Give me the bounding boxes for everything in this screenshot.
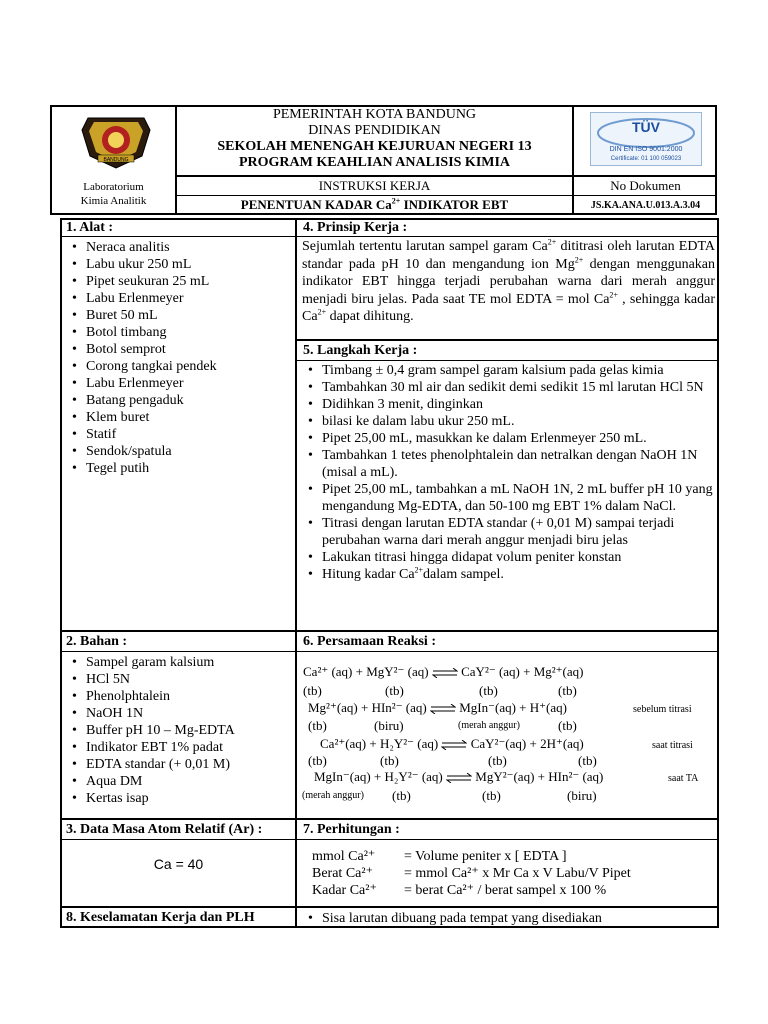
list-item: • Buret 50 mL xyxy=(66,307,294,324)
rule-right-reaksi xyxy=(296,651,719,652)
rule-left-masa xyxy=(60,839,296,840)
list-item: • Tambahkan 1 tetes phenolphtalein dan netralkan dengan NaOH 1N (misal a mL). xyxy=(302,447,714,481)
reaction-2-note: sebelum titrasi xyxy=(633,704,692,715)
lab-label xyxy=(52,180,175,208)
reaction-3-note: saat titrasi xyxy=(652,740,693,751)
list-item: • Sisa larutan dibuang pada tempat yang disediakan xyxy=(302,910,714,927)
lab-label-line1: Laboratorium xyxy=(83,181,144,193)
list-item: • Timbang ± 0,4 gram sampel garam kalsium pada gelas kimia xyxy=(302,362,714,379)
list-item: • Neraca analitis xyxy=(66,239,294,256)
instruction-label: INSTRUKSI KERJA xyxy=(318,178,431,193)
equilibrium-arrow-icon xyxy=(432,668,458,678)
list-item: • Phenolphtalein xyxy=(66,688,294,705)
list-item: • Corong tangkai pendek xyxy=(66,358,294,375)
rule-right-langkah-top xyxy=(296,339,719,341)
list-item: • HCl 5N xyxy=(66,671,294,688)
header-line-department: DINAS PENDIDIKAN xyxy=(308,123,441,138)
calculation-row xyxy=(312,882,712,899)
calculation-row xyxy=(312,865,712,882)
header-title-block xyxy=(177,107,572,171)
document-title-pre: PENENTUAN KADAR Ca xyxy=(240,197,392,212)
column-divider xyxy=(295,218,297,928)
section-heading-perhitungan: 7. Perhitungan : xyxy=(303,822,400,837)
school-logo xyxy=(76,112,156,172)
calculation-expression: = berat Ca²⁺ / berat sampel x 100 % xyxy=(404,883,607,898)
keselamatan-list xyxy=(302,910,714,927)
section-heading-keselamatan: 8. Keselamatan Kerja dan PLH xyxy=(66,910,255,925)
list-item: • Tegel putih xyxy=(66,460,294,477)
reaction-2: Mg²⁺(aq) + HIn²⁻ (aq) MgIn⁻(aq) + H⁺(aq) xyxy=(308,700,567,715)
list-item: • Batang pengaduk xyxy=(66,392,294,409)
list-item: • Buffer pH 10 – Mg-EDTA xyxy=(66,722,294,739)
header-divider-low xyxy=(175,195,717,196)
list-item: • Didihkan 3 menit, dinginkan xyxy=(302,396,714,413)
section-heading-prinsip: 4. Prinsip Kerja : xyxy=(303,220,408,235)
list-item: • EDTA standar (+ 0,01 M) xyxy=(66,756,294,773)
list-item: • Pipet seukuran 25 mL xyxy=(66,273,294,290)
header-line-school: SEKOLAH MENENGAH KEJURUAN NEGERI 13 xyxy=(217,139,532,154)
list-item: • Pipet 25,00 mL, tambahkan a mL NaOH 1N, 2 mL buffer pH 10 yang mengandung Mg-EDTA, dan 50-100 mg EBT 1% dalam NaCl. xyxy=(302,481,714,515)
equilibrium-arrow-icon xyxy=(430,704,456,714)
section-heading-langkah: 5. Langkah Kerja : xyxy=(303,343,418,358)
calculation-row xyxy=(312,848,712,865)
list-item: • NaOH 1N xyxy=(66,705,294,722)
list-item: • Lakukan titrasi hingga didapat volum peniter konstan xyxy=(302,549,714,566)
calculation-expression: = mmol Ca²⁺ x Mr Ca x V Labu/V Pipet xyxy=(404,866,631,881)
list-item: • Labu Erlenmeyer xyxy=(66,290,294,307)
bahan-list xyxy=(66,654,294,807)
header-line-government: PEMERINTAH KOTA BANDUNG xyxy=(272,107,477,122)
list-item: • Sampel garam kalsium xyxy=(66,654,294,671)
reaction-1: Ca²⁺ (aq) + MgY²⁻ (aq) CaY²⁻ (aq) + Mg²⁺(aq) xyxy=(303,664,584,679)
equilibrium-arrow-icon xyxy=(446,773,472,783)
svg-text:DIN EN ISO 9001:2000: DIN EN ISO 9001:2000 xyxy=(609,146,683,153)
iso-certificate-logo xyxy=(590,112,702,166)
rule-right-langkah xyxy=(296,360,719,361)
atomic-mass-value: Ca = 40 xyxy=(153,856,204,872)
calculation-expression: = Volume peniter x [ EDTA ] xyxy=(404,849,567,864)
doc-number: JS.KA.ANA.U.013.A.3.04 xyxy=(590,200,701,211)
list-item: • Sendok/spatula xyxy=(66,443,294,460)
list-item: • Tambahkan 30 ml air dan sedikit demi sedikit 15 ml larutan HCl 5N xyxy=(302,379,714,396)
rule-left-k3-top xyxy=(60,906,296,908)
rule-right-reaksi-top xyxy=(296,630,719,632)
header-line-program: PROGRAM KEAHLIAN ANALISIS KIMIA xyxy=(238,155,511,170)
svg-text:TÜV: TÜV xyxy=(632,119,660,135)
list-item: • Pipet 25,00 mL, masukkan ke dalam Erlenmeyer 250 mL. xyxy=(302,430,714,447)
document-title-sup: 2+ xyxy=(391,196,401,206)
document-title-post: INDIKATOR EBT xyxy=(400,197,509,212)
lab-label-line2: Kimia Analitik xyxy=(80,195,147,207)
calculation-rows xyxy=(312,848,712,899)
svg-text:BANDUNG: BANDUNG xyxy=(103,157,129,163)
list-item: • Botol semprot xyxy=(66,341,294,358)
document-title xyxy=(177,197,572,213)
rule-right-hitung xyxy=(296,839,719,840)
list-item: • Aqua DM xyxy=(66,773,294,790)
reaction-4: MgIn⁻(aq) + H₂Y²⁻ (aq) MgY²⁻(aq) + HIn²⁻ (aq) xyxy=(314,769,604,784)
list-item: • Kertas isap xyxy=(66,790,294,807)
list-item: • Labu Erlenmeyer xyxy=(66,375,294,392)
equilibrium-arrow-icon xyxy=(441,740,467,750)
list-item: • Botol timbang xyxy=(66,324,294,341)
list-item: • bilasi ke dalam labu ukur 250 mL. xyxy=(302,413,714,430)
rule-left-bahan xyxy=(60,651,296,652)
rule-left-bahan-top xyxy=(60,630,296,632)
rule-left-masa-top xyxy=(60,818,296,820)
list-item: • Labu ukur 250 mL xyxy=(66,256,294,273)
reaction-4-note: saat TA xyxy=(668,773,699,784)
prinsip-text: Sejumlah tertentu larutan sampel garam $Ca^{2+}$ dititrasi oleh larutan EDTA standar pada pH 10 dan mengandung ion $Mg^{2+}$ dengan menggunakan indikator EBT hingga terjadi perubahan warna dari merah anggur menjadi biru jelas. Pada saat TE mol EDTA = mol $Ca^{2+}$ , sehingga kadar $Ca^{2+}$ dapat dihitung. xyxy=(302,237,715,324)
langkah-list xyxy=(302,362,714,583)
calculation-label: Berat Ca²⁺ xyxy=(312,866,373,881)
reaction-3: Ca²⁺(aq) + H₂Y²⁻ (aq) CaY²⁻(aq) + 2H⁺(aq) xyxy=(320,736,584,751)
list-item: • Hitung kadar $Ca^{2+}dalam$ sampel. xyxy=(302,566,714,583)
rule-right-hitung-top xyxy=(296,818,719,820)
section-heading-reaksi: 6. Persamaan Reaksi : xyxy=(303,634,436,649)
rule-right-prinsip xyxy=(296,236,719,237)
list-item: • Indikator EBT 1% padat xyxy=(66,739,294,756)
section-heading-bahan: 2. Bahan : xyxy=(66,634,128,649)
section-heading-masa: 3. Data Masa Atom Relatif (Ar) : xyxy=(66,822,263,837)
header-divider-mid xyxy=(175,175,717,177)
doc-number-label: No Dokumen xyxy=(610,178,681,193)
section-heading-alat: 1. Alat : xyxy=(66,220,114,235)
list-item: • Titrasi dengan larutan EDTA standar (+ 0,01 M) sampai terjadi perubahan warna dari merah anggur menjadi biru jelas xyxy=(302,515,714,549)
svg-text:Certificate: 01 100 059023: Certificate: 01 100 059023 xyxy=(610,156,682,162)
list-item: • Klem buret xyxy=(66,409,294,426)
rule-left-alat xyxy=(60,236,296,237)
calculation-label: Kadar Ca²⁺ xyxy=(312,883,377,898)
alat-list xyxy=(66,239,294,477)
calculation-label: mmol Ca²⁺ xyxy=(312,849,376,864)
rule-right-k3-top xyxy=(296,906,719,908)
list-item: • Statif xyxy=(66,426,294,443)
